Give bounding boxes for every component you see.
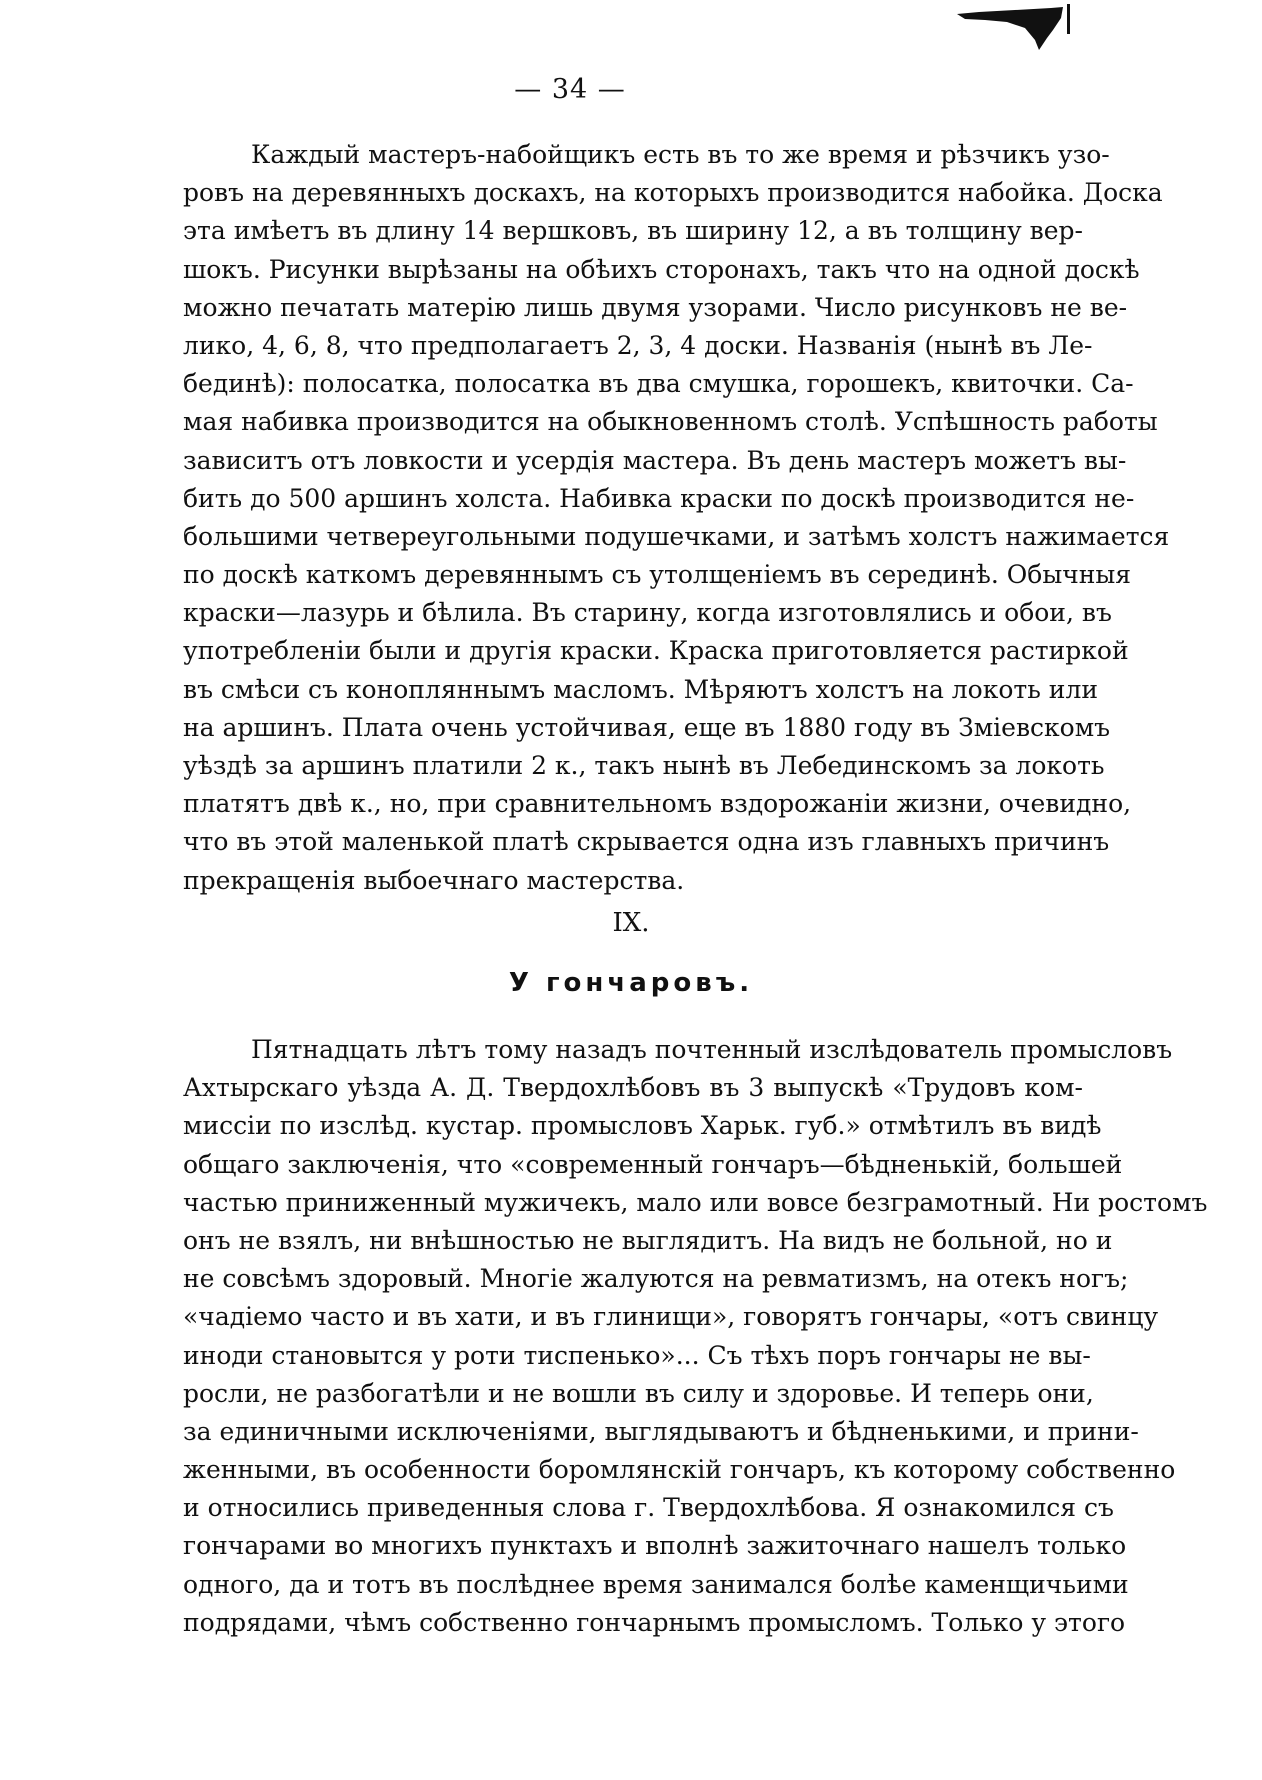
- paragraph-line: большими четвереугольными подушечками, и затѣмъ холстъ нажимается: [183, 521, 1170, 551]
- paragraph-line: росли, не разбогатѣли и не вошли въ силу и здоровье. И теперь они,: [183, 1378, 1094, 1408]
- section-number: IX.: [612, 908, 650, 938]
- paragraph-line: Ахтырскаго уѣзда А. Д. Твердохлѣбовъ въ 3 выпускѣ «Трудовъ ком-: [183, 1073, 1083, 1103]
- paragraph-line: иноди становытся у роти тиспенько»... Съ тѣхъ поръ гончары не вы-: [183, 1340, 1091, 1370]
- paragraph-line: не совсѣмъ здоровый. Многіе жалуются на ревматизмъ, на отекъ ногъ;: [183, 1264, 1129, 1294]
- paragraph-line: частью приниженный мужичекъ, мало или вовсе безграмотный. Ни ростомъ: [183, 1187, 1208, 1217]
- paragraph-line: въ смѣси съ конопляннымъ масломъ. Мѣряютъ холстъ на локоть или: [183, 674, 1099, 704]
- paragraph-line: по доскѣ каткомъ деревяннымъ съ утолщеніемъ въ серединѣ. Обычныя: [183, 560, 1132, 590]
- paragraph-line: что въ этой маленькой платѣ скрывается одна изъ главныхъ причинъ: [183, 827, 1110, 857]
- paragraph-line: и относились приведенныя слова г. Твердохлѣбова. Я ознакомился съ: [183, 1493, 1114, 1523]
- paragraph-line: бить до 500 аршинъ холста. Набивка краски по доскѣ производится не-: [183, 483, 1135, 513]
- paragraph-line: употребленіи были и другія краски. Краска приготовляется растиркой: [183, 636, 1129, 666]
- paragraph-2: [183, 1031, 1208, 1642]
- paragraph-line: прекращенія выбоечнаго мастерства.: [183, 865, 685, 895]
- paragraph-line: платятъ двѣ к., но, при сравнительномъ вздорожаніи жизни, очевидно,: [183, 789, 1132, 819]
- paragraph-line: одного, да и тотъ въ послѣднее время занимался болѣе каменщичьими: [183, 1569, 1129, 1599]
- paragraph-line: подрядами, чѣмъ собственно гончарнымъ промысломъ. Только у этого: [183, 1607, 1126, 1637]
- paragraph-line: гончарами во многихъ пунктахъ и вполнѣ зажиточнаго нашелъ только: [183, 1531, 1127, 1561]
- paragraph-line: зависитъ отъ ловкости и усердія мастера. Въ день мастеръ можетъ вы-: [183, 445, 1127, 475]
- paragraph-line: бединѣ): полосатка, полосатка въ два смушка, горошекъ, квиточки. Са-: [183, 369, 1134, 399]
- paragraph-line: краски—лазурь и бѣлила. Въ старину, когда изготовлялись и обои, въ: [183, 598, 1112, 628]
- paragraph-line: за единичными исключеніями, выглядываютъ и бѣдненькими, и прини-: [183, 1416, 1139, 1446]
- paragraph-line: на аршинъ. Плата очень устойчивая, еще въ 1880 году въ Зміевскомъ: [183, 712, 1111, 742]
- paragraph-line: общаго заключенія, что «современный гончаръ—бѣдненькій, большей: [183, 1149, 1123, 1179]
- paragraph-line: шокъ. Рисунки вырѣзаны на обѣихъ сторонахъ, такъ что на одной доскѣ: [183, 254, 1140, 284]
- paragraph-line: женными, въ особенности боромлянскій гончаръ, къ которому собственно: [183, 1455, 1176, 1485]
- paragraph-line: онъ не взялъ, ни внѣшностью не выглядитъ. На видъ не больной, но и: [183, 1225, 1113, 1255]
- paragraph-line: «чадіемо часто и въ хати, и въ глинищи», говорятъ гончары, «отъ свинцу: [183, 1302, 1159, 1332]
- paragraph-line: уѣздѣ за аршинъ платили 2 к., такъ нынѣ въ Лебединскомъ за локоть: [183, 751, 1105, 780]
- paragraph-line: ровъ на деревянныхъ доскахъ, на которыхъ производится набойка. Доска: [183, 178, 1163, 208]
- paragraph-line: миссіи по изслѣд. кустар. промысловъ Харьк. губ.» отмѣтилъ въ видѣ: [183, 1111, 1102, 1141]
- ink-blot-mark: [955, 0, 1075, 52]
- paragraph-line: Пятнадцать лѣтъ тому назадъ почтенный изслѣдователь промысловъ: [251, 1035, 1173, 1064]
- paragraph-1: [183, 136, 1170, 900]
- page-number: — 34 —: [514, 74, 626, 105]
- paragraph-line: можно печатать матерію лишь двумя узорами. Число рисунковъ не ве-: [183, 292, 1128, 322]
- paragraph-line: Каждый мастеръ-набойщикъ есть въ то же время и рѣзчикъ узо-: [251, 140, 1110, 169]
- paragraph-line: лико, 4, 6, 8, что предполагаетъ 2, 3, 4 доски. Названія (нынѣ въ Ле-: [183, 330, 1093, 360]
- paragraph-line: мая набивка производится на обыкновенномъ столѣ. Успѣшность работы: [183, 407, 1158, 437]
- section-title: У гончаровъ.: [508, 968, 754, 998]
- paragraph-line: эта имѣетъ въ длину 14 вершковъ, въ ширину 12, а въ толщину вер-: [183, 216, 1083, 246]
